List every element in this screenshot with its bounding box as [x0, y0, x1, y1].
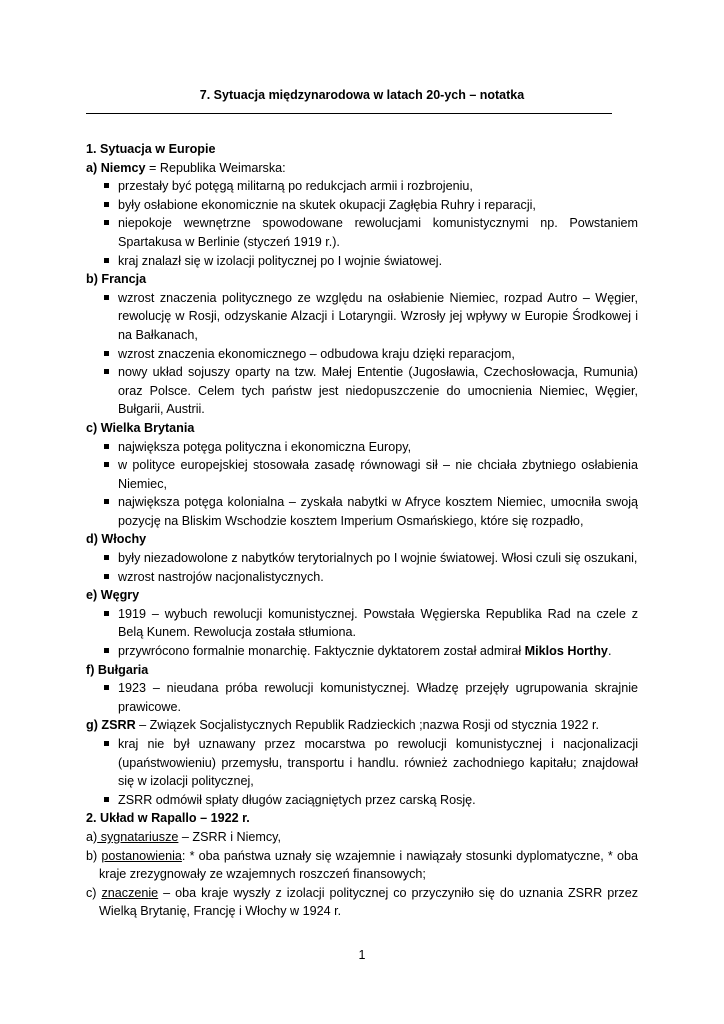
list-item: były osłabione ekonomicznie na skutek okupacji Zagłębia Ruhry i reparacji,: [86, 196, 638, 215]
subsection-niemcy: [86, 159, 638, 178]
item-text: – ZSRR i Niemcy,: [178, 829, 282, 844]
document-body: [86, 140, 638, 921]
list-item: przestały być potęgą militarną po redukcjach armii i rozbrojeniu,: [86, 177, 638, 196]
document-title: 7. Sytuacja międzynarodowa w latach 20-ych – notatka: [199, 88, 525, 102]
item-label: postanowienia: [101, 848, 182, 863]
list-item: [86, 642, 638, 661]
list-item-bold-name: Miklos Horthy: [524, 644, 608, 659]
item-prefix: b): [86, 848, 102, 863]
item-prefix: a): [86, 829, 98, 844]
list-item: w polityce europejskiej stosowała zasadę równowagi sił – nie chciała zbytniego osłabienia Niemiec,: [86, 456, 638, 493]
subsection-text: = Republika Weimarska:: [145, 160, 286, 175]
list-item: 1923 – nieudana próba rewolucji komunistycznej. Władzę przejęły ugrupowania skrajnie prawicowe.: [86, 679, 638, 716]
item-label: znaczenie: [101, 885, 159, 900]
list-item: były niezadowolone z nabytków terytorialnych po I wojnie światowej. Włosi czuli się oszukani,: [86, 549, 638, 568]
list-item: największa potęga polityczna i ekonomiczna Europy,: [86, 438, 638, 457]
subsection-francja: b) Francja: [86, 272, 147, 287]
item-text: – oba kraje wyszły z izolacji politycznej co przyczyniło się do uznania ZSRR przez Wielką Brytanię, Francję i Włochy w 1924 r.: [99, 885, 638, 919]
rapallo-significance: [86, 884, 638, 921]
bullet-list-wielka-brytania: [86, 438, 638, 531]
list-item: wzrost nastrojów nacjonalistycznych.: [86, 568, 638, 587]
subsection-wegry: e) Węgry: [86, 588, 140, 603]
subsection-label: a) Niemcy: [86, 160, 146, 175]
list-item: nowy układ sojuszy oparty na tzw. Małej Ententie (Jugosławia, Czechosłowacja, Rumunia) oraz Polsce. Celem tych państw jest niedopuszczenie do umocnienia Niemiec, Węgier, Bułgarii, Austrii.: [86, 363, 638, 419]
item-prefix: c): [86, 885, 102, 900]
item-label: sygnatariusze: [97, 829, 179, 844]
list-item: wzrost znaczenia politycznego ze względu na osłabienie Niemiec, rozpad Autro – Węgier, rewolucję w Rosji, odzyskanie Alzacji i Lotaryngii. Wzrosły jej wpływy w Europie Środkowej i na Bałkanach,: [86, 289, 638, 345]
list-item-text-end: .: [607, 644, 612, 659]
bullet-list-wegry: [86, 605, 638, 661]
subsection-zsrr: [86, 716, 638, 735]
rapallo-provisions: [86, 847, 638, 884]
bullet-list-francja: [86, 289, 638, 419]
section-heading-europe: 1. Sytuacja w Europie: [86, 142, 216, 156]
subsection-wielka-brytania: c) Wielka Brytania: [86, 420, 195, 435]
title-divider: [86, 113, 612, 114]
subsection-label: g) ZSRR: [86, 718, 136, 733]
list-item: kraj nie był uznawany przez mocarstwa po rewolucji komunistycznej i nacjonalizacji (upaństwowieniu) przemysłu, transportu i handlu. również zachodniego kapitału; znajdował się w izolacji politycznej,: [86, 735, 638, 791]
section-heading-rapallo: 2. Układ w Rapallo – 1922 r.: [86, 811, 250, 826]
bullet-list-wlochy: [86, 549, 638, 586]
list-item: kraj znalazł się w izolacji politycznej po I wojnie światowej.: [86, 252, 638, 271]
bullet-list-bulgaria: [86, 679, 638, 716]
item-text: : * oba państwa uznały się wzajemnie i nawiązały stosunki dyplomatyczne, * oba kraje zrezygnowały ze wzajemnych roszczeń finansowych;: [99, 848, 638, 882]
page-number: 1: [358, 948, 366, 962]
list-item: ZSRR odmówił spłaty długów zaciągniętych przez carską Rosję.: [86, 791, 638, 810]
bullet-list-niemcy: [86, 177, 638, 270]
list-item-text: przywrócono formalnie monarchię. Faktycznie dyktatorem został admirał: [118, 644, 525, 659]
list-item: 1919 – wybuch rewolucji komunistycznej. Powstała Węgierska Republika Rad na czele z Belą Kunem. Rewolucja została stłumiona.: [86, 605, 638, 642]
bullet-list-zsrr: [86, 735, 638, 809]
rapallo-signatories: [86, 828, 638, 847]
subsection-bulgaria: f) Bułgaria: [86, 662, 149, 677]
subsection-wlochy: d) Włochy: [86, 532, 147, 547]
list-item: niepokoje wewnętrzne spowodowane rewolucjami komunistycznymi np. Powstaniem Spartakusa w Berlinie (styczeń 1919 r.).: [86, 214, 638, 251]
list-item: wzrost znaczenia ekonomicznego – odbudowa kraju dzięki reparacjom,: [86, 345, 638, 364]
list-item: największa potęga kolonialna – zyskała nabytki w Afryce kosztem Niemiec, umocniła swoją pozycję na Bliskim Wschodzie kosztem Imperium Osmańskiego, które się rozpadło,: [86, 493, 638, 530]
subsection-text: – Związek Socjalistycznych Republik Radzieckich ;nazwa Rosji od stycznia 1922 r.: [135, 718, 600, 733]
